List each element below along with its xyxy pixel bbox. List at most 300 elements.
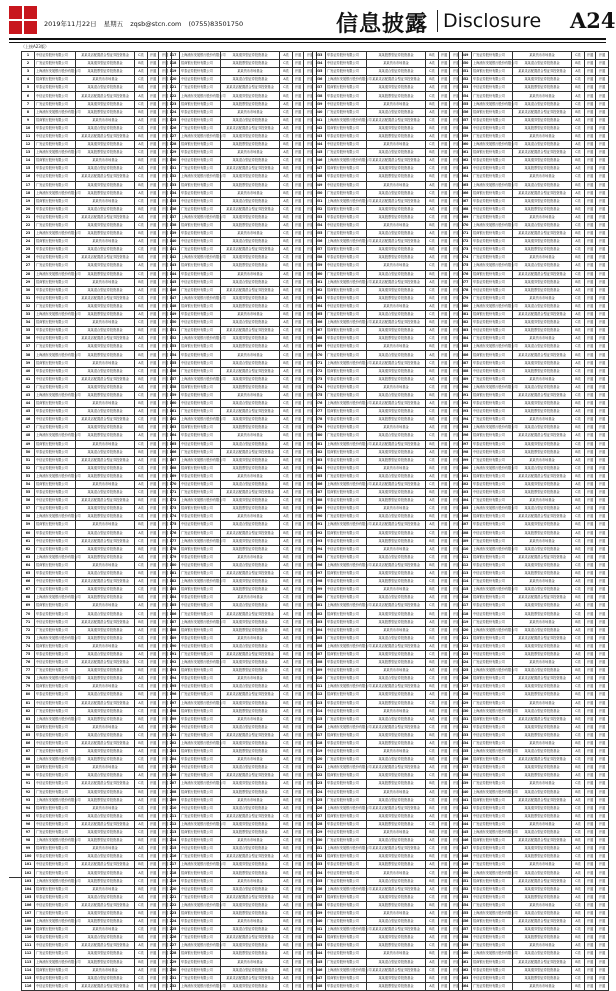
row-number: 209 [167, 796, 180, 804]
fund-name: 某某股票型证券投资基金 [367, 213, 426, 221]
row-number: 109 [22, 926, 35, 934]
business-type: 开通 [439, 480, 450, 488]
share-class: C类 [572, 52, 585, 60]
fund-name: 某某混合型证券投资基金 [76, 448, 135, 456]
institution-name: 上海浦东发展银行股份有限公司 [35, 230, 76, 238]
row-number: 90 [22, 772, 35, 780]
table-row [459, 691, 609, 699]
status: 开通 [304, 974, 317, 982]
contact-email: zqsb@stcn.com [130, 20, 182, 28]
business-type: 开通 [585, 820, 596, 828]
status: 开通 [304, 909, 317, 917]
fund-name: 某某股票型证券投资基金 [367, 982, 426, 990]
business-type: 开通 [585, 132, 596, 140]
fund-name: 某某灵活配置混合型证券投资基金 [367, 400, 426, 408]
share-class: A类 [572, 116, 585, 124]
row-number: 99 [22, 845, 35, 853]
row-number: 74 [22, 642, 35, 650]
row-number: 7 [22, 100, 35, 108]
institution-name: 中信证券股份有限公司 [472, 731, 513, 739]
table-row [313, 480, 463, 488]
row-number: 27 [22, 262, 35, 270]
table-row [459, 982, 609, 990]
business-type: 开通 [585, 100, 596, 108]
business-type: 开通 [439, 165, 450, 173]
share-class: C类 [572, 586, 585, 594]
business-type: 开通 [439, 375, 450, 383]
business-type: 开通 [585, 108, 596, 116]
row-number: 456 [459, 918, 472, 926]
row-number: 319 [313, 748, 326, 756]
business-type: 开通 [293, 359, 304, 367]
row-number: 428 [459, 691, 472, 699]
business-type: 开通 [439, 513, 450, 521]
institution-name: 招商银行股份有限公司 [326, 408, 367, 416]
status: 开通 [596, 165, 609, 173]
table-row [313, 221, 463, 229]
status: 开通 [450, 974, 463, 982]
institution-name: 华泰证券股份有限公司 [472, 845, 513, 853]
institution-name: 上海浦东发展银行股份有限公司 [326, 319, 367, 327]
status: 开通 [450, 772, 463, 780]
fund-name: 某某债券型证券投资基金 [221, 942, 280, 950]
fund-name: 某某灵活配置混合型证券投资基金 [513, 311, 572, 319]
business-type: 开通 [585, 302, 596, 310]
share-class: B类 [280, 699, 293, 707]
table-row [22, 400, 172, 408]
institution-name: 中信证券股份有限公司 [326, 464, 367, 472]
business-type: 开通 [148, 254, 159, 262]
row-number: 166 [167, 448, 180, 456]
share-class: B类 [426, 683, 439, 691]
table-row [313, 327, 463, 335]
fund-name: 某某货币市场基金 [221, 837, 280, 845]
fund-name: 某某货币市场基金 [221, 675, 280, 683]
share-class: B类 [572, 521, 585, 529]
fund-name: 某某股票型证券投资基金 [367, 52, 426, 60]
institution-name: 中信证券股份有限公司 [326, 545, 367, 553]
institution-name: 招商银行股份有限公司 [472, 553, 513, 561]
business-type: 开通 [439, 230, 450, 238]
share-class: C类 [280, 472, 293, 480]
business-type: 开通 [585, 537, 596, 545]
fund-name: 某某灵活配置混合型证券投资基金 [221, 934, 280, 942]
business-type: 开通 [439, 561, 450, 569]
fund-name: 某某股票型证券投资基金 [76, 270, 135, 278]
share-class: C类 [426, 262, 439, 270]
institution-name: 中信证券股份有限公司 [35, 213, 76, 221]
table-row [313, 76, 463, 84]
fund-name: 某某股票型证券投资基金 [221, 950, 280, 958]
business-type: 开通 [148, 723, 159, 731]
business-type: 开通 [293, 885, 304, 893]
fund-name: 某某债券型证券投资基金 [367, 974, 426, 982]
row-number: 365 [459, 181, 472, 189]
share-class: A类 [426, 667, 439, 675]
share-class: A类 [280, 877, 293, 885]
status: 开通 [596, 221, 609, 229]
share-class: B类 [135, 545, 148, 553]
business-type: 开通 [439, 319, 450, 327]
row-number: 137 [167, 213, 180, 221]
fund-name: 某某混合型证券投资基金 [367, 594, 426, 602]
fund-name: 某某股票型证券投资基金 [367, 901, 426, 909]
status: 开通 [450, 650, 463, 658]
business-type: 开通 [585, 351, 596, 359]
business-type: 开通 [148, 893, 159, 901]
status: 开通 [596, 383, 609, 391]
row-number: 459 [459, 942, 472, 950]
fund-name: 某某货币市场基金 [367, 464, 426, 472]
row-number: 49 [22, 440, 35, 448]
fund-name: 某某灵活配置混合型证券投资基金 [513, 796, 572, 804]
fund-name: 某某货币市场基金 [367, 869, 426, 877]
fund-name: 某某股票型证券投资基金 [76, 958, 135, 966]
share-class: B类 [135, 642, 148, 650]
institution-name: 中信证券股份有限公司 [472, 691, 513, 699]
row-number: 427 [459, 683, 472, 691]
table-row [313, 553, 463, 561]
row-number: 60 [22, 529, 35, 537]
institution-name: 上海浦东发展银行股份有限公司 [180, 861, 221, 869]
business-type: 开通 [148, 707, 159, 715]
fund-name: 某某混合型证券投资基金 [221, 359, 280, 367]
row-number: 348 [313, 982, 326, 990]
row-number: 296 [313, 561, 326, 569]
fund-name: 某某债券型证券投资基金 [367, 650, 426, 658]
row-number: 56 [22, 497, 35, 505]
status: 开通 [304, 537, 317, 545]
institution-name: 广发证券股份有限公司 [326, 756, 367, 764]
table-row [167, 537, 317, 545]
business-type: 开通 [585, 918, 596, 926]
fund-name: 某某债券型证券投资基金 [221, 52, 280, 60]
fund-name: 某某股票型证券投资基金 [221, 464, 280, 472]
business-type: 开通 [439, 173, 450, 181]
status: 开通 [304, 165, 317, 173]
institution-name: 上海浦东发展银行股份有限公司 [472, 950, 513, 958]
share-class: A类 [572, 602, 585, 610]
status: 开通 [450, 408, 463, 416]
business-type: 开通 [439, 610, 450, 618]
institution-name: 中信证券股份有限公司 [326, 60, 367, 68]
share-class: B类 [572, 157, 585, 165]
share-class: C类 [572, 124, 585, 132]
status: 开通 [596, 958, 609, 966]
share-class: A类 [280, 707, 293, 715]
fund-name: 某某灵活配置混合型证券投资基金 [221, 246, 280, 254]
business-type: 开通 [439, 52, 450, 60]
table-row [22, 869, 172, 877]
table-row [22, 683, 172, 691]
fund-name: 某某灵活配置混合型证券投资基金 [367, 116, 426, 124]
fund-name: 某某混合型证券投资基金 [76, 246, 135, 254]
share-class: B类 [135, 812, 148, 820]
status: 开通 [304, 829, 317, 837]
institution-name: 上海浦东发展银行股份有限公司 [35, 877, 76, 885]
table-row [459, 642, 609, 650]
row-number: 452 [459, 885, 472, 893]
share-class: C类 [426, 165, 439, 173]
row-number: 400 [459, 464, 472, 472]
table-row [22, 974, 172, 982]
business-type: 开通 [148, 578, 159, 586]
share-class: C类 [135, 367, 148, 375]
institution-name: 招商银行股份有限公司 [180, 464, 221, 472]
row-number: 311 [313, 683, 326, 691]
table-row [459, 270, 609, 278]
institution-name: 广发证券股份有限公司 [472, 497, 513, 505]
business-type: 开通 [293, 586, 304, 594]
table-row [459, 141, 609, 149]
row-number: 438 [459, 772, 472, 780]
status: 开通 [159, 804, 172, 812]
row-number: 217 [167, 861, 180, 869]
fund-name: 某某混合型证券投资基金 [221, 966, 280, 974]
table-row [459, 68, 609, 76]
fund-name: 某某灵活配置混合型证券投资基金 [221, 327, 280, 335]
status: 开通 [304, 400, 317, 408]
share-class: B类 [572, 618, 585, 626]
institution-name: 华泰证券股份有限公司 [180, 189, 221, 197]
row-number: 111 [22, 942, 35, 950]
institution-name: 中信证券股份有限公司 [35, 173, 76, 181]
business-type: 开通 [585, 513, 596, 521]
business-type: 开通 [585, 804, 596, 812]
share-class: C类 [572, 464, 585, 472]
fund-name: 某某混合型证券投资基金 [221, 602, 280, 610]
fund-name: 某某债券型证券投资基金 [221, 456, 280, 464]
table-row [313, 278, 463, 286]
row-number: 213 [167, 829, 180, 837]
table-row [313, 650, 463, 658]
business-type: 开通 [148, 383, 159, 391]
row-number: 344 [313, 950, 326, 958]
business-type: 开通 [439, 829, 450, 837]
table-row [167, 756, 317, 764]
business-type: 开通 [439, 926, 450, 934]
table-row [459, 715, 609, 723]
table-row [167, 877, 317, 885]
business-type: 开通 [293, 926, 304, 934]
institution-name: 中信证券股份有限公司 [180, 602, 221, 610]
business-type: 开通 [148, 659, 159, 667]
fund-name: 某某混合型证券投资基金 [221, 319, 280, 327]
status: 开通 [450, 845, 463, 853]
share-class: A类 [280, 76, 293, 84]
status: 开通 [596, 351, 609, 359]
business-type: 开通 [293, 205, 304, 213]
share-class: C类 [426, 311, 439, 319]
fund-name: 某某货币市场基金 [513, 861, 572, 869]
row-number: 265 [313, 311, 326, 319]
institution-name: 上海浦东发展银行股份有限公司 [180, 699, 221, 707]
status: 开通 [159, 68, 172, 76]
table-row [313, 181, 463, 189]
fund-name: 某某混合型证券投资基金 [513, 181, 572, 189]
share-class: C类 [572, 756, 585, 764]
business-type: 开通 [293, 408, 304, 416]
share-class: C类 [426, 942, 439, 950]
fund-name: 某某货币市场基金 [513, 52, 572, 60]
table-row [459, 230, 609, 238]
institution-name: 广发证券股份有限公司 [326, 472, 367, 480]
row-number: 284 [313, 464, 326, 472]
institution-name: 上海浦东发展银行股份有限公司 [180, 982, 221, 990]
fund-name: 某某债券型证券投资基金 [513, 480, 572, 488]
row-number: 2 [22, 60, 35, 68]
fund-name: 某某股票型证券投资基金 [221, 383, 280, 391]
status: 开通 [304, 804, 317, 812]
table-row [313, 748, 463, 756]
fund-name: 某某债券型证券投资基金 [513, 400, 572, 408]
fund-name: 某某混合型证券投资基金 [76, 934, 135, 942]
fund-name: 某某货币市场基金 [221, 432, 280, 440]
row-number: 164 [167, 432, 180, 440]
business-type: 开通 [293, 286, 304, 294]
institution-name: 招商银行股份有限公司 [35, 521, 76, 529]
table-row [459, 683, 609, 691]
business-type: 开通 [148, 885, 159, 893]
share-class: A类 [572, 311, 585, 319]
share-class: C类 [426, 845, 439, 853]
status: 开通 [450, 84, 463, 92]
institution-name: 华泰证券股份有限公司 [472, 278, 513, 286]
share-class: B类 [280, 845, 293, 853]
fund-name: 某某股票型证券投资基金 [367, 132, 426, 140]
row-number: 97 [22, 829, 35, 837]
business-type: 开通 [585, 254, 596, 262]
row-number: 283 [313, 456, 326, 464]
fund-name: 某某混合型证券投资基金 [513, 343, 572, 351]
share-class: C类 [135, 610, 148, 618]
status: 开通 [159, 319, 172, 327]
fund-name: 某某灵活配置混合型证券投资基金 [76, 92, 135, 100]
institution-name: 招商银行股份有限公司 [180, 141, 221, 149]
share-class: C类 [280, 982, 293, 990]
row-number: 302 [313, 610, 326, 618]
business-type: 开通 [585, 691, 596, 699]
table-row [459, 100, 609, 108]
institution-name: 华泰证券股份有限公司 [180, 149, 221, 157]
table-row [313, 497, 463, 505]
status: 开通 [596, 68, 609, 76]
business-type: 开通 [293, 594, 304, 602]
business-type: 开通 [293, 974, 304, 982]
business-type: 开通 [439, 634, 450, 642]
fund-name: 某某混合型证券投资基金 [513, 707, 572, 715]
share-class: A类 [280, 149, 293, 157]
fund-name: 某某货币市场基金 [367, 667, 426, 675]
row-number: 54 [22, 480, 35, 488]
status: 开通 [450, 926, 463, 934]
status: 开通 [159, 942, 172, 950]
table-row [459, 675, 609, 683]
row-number: 279 [313, 424, 326, 432]
share-class: B类 [135, 739, 148, 747]
table-row [313, 343, 463, 351]
fund-name: 某某股票型证券投资基金 [76, 149, 135, 157]
row-number: 157 [167, 375, 180, 383]
table-row [167, 68, 317, 76]
share-class: A类 [572, 383, 585, 391]
institution-name: 招商银行股份有限公司 [326, 812, 367, 820]
table-row [313, 739, 463, 747]
institution-name: 招商银行股份有限公司 [472, 675, 513, 683]
institution-name: 广发证券股份有限公司 [180, 772, 221, 780]
institution-name: 招商银行股份有限公司 [326, 84, 367, 92]
table-row [22, 311, 172, 319]
fund-name: 某某灵活配置混合型证券投资基金 [513, 230, 572, 238]
business-type: 开通 [585, 440, 596, 448]
business-type: 开通 [439, 578, 450, 586]
status: 开通 [596, 456, 609, 464]
institution-name: 招商银行股份有限公司 [180, 707, 221, 715]
row-number: 310 [313, 675, 326, 683]
row-number: 77 [22, 667, 35, 675]
fund-name: 某某货币市场基金 [513, 456, 572, 464]
fund-name: 某某债券型证券投资基金 [76, 181, 135, 189]
share-class: C类 [572, 270, 585, 278]
fund-name: 某某混合型证券投资基金 [221, 440, 280, 448]
status: 开通 [596, 408, 609, 416]
share-class: C类 [135, 197, 148, 205]
share-class: A类 [572, 335, 585, 343]
institution-name: 招商银行股份有限公司 [35, 845, 76, 853]
business-type: 开通 [585, 659, 596, 667]
share-class: A类 [135, 699, 148, 707]
business-type: 开通 [585, 974, 596, 982]
fund-name: 某某灵活配置混合型证券投资基金 [513, 756, 572, 764]
table-row [167, 319, 317, 327]
institution-name: 广发证券股份有限公司 [180, 934, 221, 942]
row-number: 368 [459, 205, 472, 213]
fund-name: 某某混合型证券投资基金 [221, 76, 280, 84]
business-type: 开通 [293, 60, 304, 68]
table-row [22, 820, 172, 828]
table-row [22, 594, 172, 602]
business-type: 开通 [439, 391, 450, 399]
row-number: 72 [22, 626, 35, 634]
fund-name: 某某灵活配置混合型证券投资基金 [221, 165, 280, 173]
table-row [167, 739, 317, 747]
business-type: 开通 [585, 578, 596, 586]
table-row [167, 278, 317, 286]
institution-name: 招商银行股份有限公司 [472, 270, 513, 278]
business-type: 开通 [148, 351, 159, 359]
fund-name: 某某货币市场基金 [367, 505, 426, 513]
share-class: B类 [572, 934, 585, 942]
share-class: C类 [135, 877, 148, 885]
table-row [167, 173, 317, 181]
row-number: 461 [459, 958, 472, 966]
status: 开通 [159, 650, 172, 658]
institution-name: 上海浦东发展银行股份有限公司 [180, 132, 221, 140]
row-number: 102 [22, 869, 35, 877]
share-class: B类 [572, 642, 585, 650]
business-type: 开通 [148, 829, 159, 837]
row-number: 252 [313, 205, 326, 213]
table-row [167, 764, 317, 772]
row-number: 107 [22, 909, 35, 917]
share-class: C类 [426, 189, 439, 197]
business-type: 开通 [293, 715, 304, 723]
share-class: C类 [572, 319, 585, 327]
business-type: 开通 [293, 262, 304, 270]
share-class: B类 [572, 351, 585, 359]
share-class: C类 [426, 529, 439, 537]
status: 开通 [450, 141, 463, 149]
